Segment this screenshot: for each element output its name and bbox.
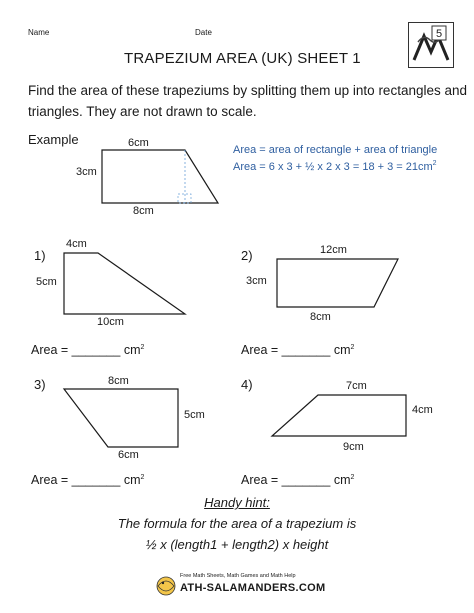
example-formula-1: Area = area of rectangle + area of triangle [233, 144, 438, 156]
hint-line-1: The formula for the area of a trapezium is [117, 516, 357, 531]
hint-line-2: ½ x (length1 + length2) x height [145, 537, 329, 552]
answer-line-3[interactable]: Area = _______ $cm^2$ [31, 473, 145, 487]
q1-top-length: 4cm [66, 238, 87, 250]
footer-site: ATH-SALAMANDERS.COM [180, 582, 326, 594]
question-3-number: 3) [34, 377, 46, 392]
question-1-number: 1) [34, 248, 46, 263]
q3-bottom-length: 6cm [118, 449, 139, 461]
example-top-length: 6cm [128, 137, 149, 149]
hint-title: Handy hint: [204, 495, 270, 510]
q3-top-length: 8cm [108, 375, 129, 387]
answer-line-4[interactable]: Area = _______ $cm^2$ [241, 473, 355, 487]
example-label: Example [28, 132, 79, 147]
q1-bottom-length: 10cm [97, 316, 124, 328]
q1-trapezium [64, 253, 185, 314]
footer-tagline: Free Math Sheets, Math Games and Math Help [180, 573, 296, 579]
q4-side-length: 4cm [412, 404, 433, 416]
q4-trapezium [272, 395, 406, 436]
answer-line-1[interactable]: Area = _______ $cm^2$ [31, 343, 145, 357]
q4-top-length: 7cm [346, 380, 367, 392]
q2-trapezium [277, 259, 398, 307]
name-label: Name [28, 28, 50, 37]
example-formula-2: Area = 6 x 3 + ½ x 2 x $3 = 18 + 3 = 21cm^2$ [233, 160, 437, 173]
q2-top-length: 12cm [320, 244, 347, 256]
q3-trapezium [64, 389, 178, 447]
question-2-number: 2) [241, 248, 253, 263]
q2-side-length: 3cm [246, 275, 267, 287]
footer-logo [150, 566, 330, 604]
question-4-number: 4) [241, 377, 253, 392]
date-label: Date [195, 28, 212, 37]
example-side-length: 3cm [76, 166, 97, 178]
answer-line-2[interactable]: Area = _______ $cm^2$ [241, 343, 355, 357]
example-bottom-length: 8cm [133, 205, 154, 217]
instructions: Find the area of these trapeziums by splitting them up into rectangles and triangles. They are not drawn to scale. [28, 83, 468, 119]
page-title: TRAPEZIUM AREA (UK) SHEET 1 [124, 50, 361, 67]
grade-badge: 5 [435, 28, 443, 40]
q3-side-length: 5cm [184, 409, 205, 421]
q1-side-length: 5cm [36, 276, 57, 288]
q2-bottom-length: 8cm [310, 311, 331, 323]
q4-bottom-length: 9cm [343, 441, 364, 453]
